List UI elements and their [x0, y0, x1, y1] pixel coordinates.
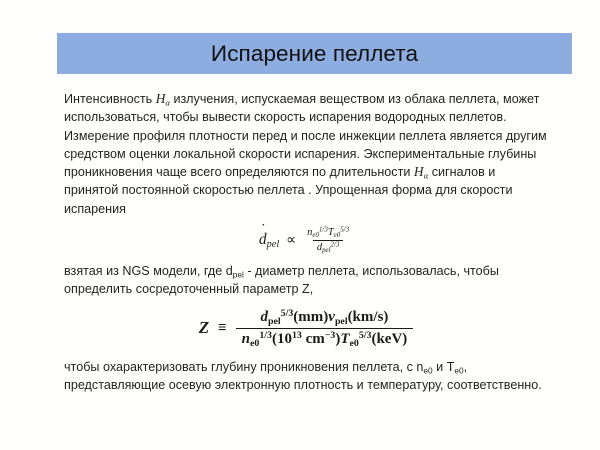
slide-body — [64, 90, 548, 394]
t-e0-exponent: 5/3 — [340, 226, 350, 234]
t-e0-symbol: T — [327, 227, 334, 239]
n-e0-exponent: 1/3 — [318, 226, 328, 234]
proportional-operator: ∝ — [286, 232, 297, 248]
paragraph-ngs-part2: - диаметр пеллета, использовалась, чтобы определить сосредоточенный параметр Z, — [64, 263, 499, 296]
n-e0-symbol-2: n — [241, 330, 251, 347]
equation-z-parameter — [64, 309, 548, 348]
t-e0-exponent-2: 5/3 — [358, 330, 372, 342]
n-e0-inline-subscript: e0 — [423, 365, 433, 376]
d-pel-exponent-2: 5/3 — [280, 308, 294, 320]
n-e0-subscript: e0 — [312, 232, 319, 240]
v-pel-subscript: pel — [334, 315, 348, 327]
alpha-subscript-2: α — [423, 170, 429, 181]
equation-1-denominator — [313, 240, 344, 254]
page-title: Испарение пеллета — [210, 40, 419, 66]
kms-unit: (km/s) — [347, 309, 389, 326]
d-pel-subscript: pel — [322, 246, 331, 254]
n-e0-exponent-2: 1/3 — [259, 330, 272, 342]
equation-2-fraction — [236, 309, 414, 348]
d-pel-symbol-2: d — [260, 309, 269, 326]
kev-unit: (keV) — [371, 330, 408, 347]
equation-1-lhs — [259, 231, 279, 249]
paragraph-conclusion-part1: чтобы охарактеризовать глубину проникновения пеллета, с n — [64, 359, 424, 374]
equation-1-numerator — [303, 227, 353, 240]
equation-2-inner — [199, 309, 414, 348]
paragraph-ngs-part1: взятая из NGS модели, где d — [64, 263, 233, 278]
density-unit-open: (10 — [271, 330, 292, 347]
title-banner — [57, 33, 572, 74]
t-e0-subscript: e0 — [333, 232, 341, 240]
paragraph-conclusion-part3: , представляющие осевую электронную плотность и температуру, соответственно. — [64, 359, 542, 393]
paragraph-ngs-model — [64, 262, 548, 299]
paragraph-intro-part2: излучения, испускаемая веществом из облака пеллета, может использоваться, чтобы вывести скорость испарения водородных пеллетов. Измерение профиля плотности перед и после инжекции пеллета является другим средством оценки локальной скорости испарения. Экспериментальные глубины проникновения чаще всего определяются по длительности — [64, 92, 547, 180]
d-pel-exponent: 2/3 — [330, 241, 340, 249]
equation-evaporation-rate — [64, 227, 548, 254]
z-symbol: Z — [198, 318, 210, 338]
v-pel-symbol: v — [328, 309, 335, 326]
d-dot-subscript: pel — [266, 239, 280, 251]
equation-1-inner — [259, 227, 353, 254]
t-e0-symbol-2: T — [340, 330, 350, 347]
n-e0-subscript-2: e0 — [250, 337, 260, 349]
d-pel-inline-subscript: pel — [232, 268, 244, 279]
density-unit-exp-neg3: −3 — [324, 330, 336, 342]
d-pel-symbol: d — [316, 241, 323, 253]
equation-1-fraction — [303, 227, 353, 254]
inline-math-h-alpha-2 — [414, 164, 428, 179]
alpha-subscript: α — [165, 97, 171, 108]
t-e0-subscript-2: e0 — [349, 337, 359, 349]
h-symbol: H — [155, 91, 166, 106]
d-pel-subscript-2: pel — [268, 315, 281, 327]
density-unit-close: ) — [335, 330, 341, 347]
density-unit-exp13: 13 — [291, 330, 302, 342]
paragraph-conclusion — [64, 358, 548, 395]
equation-2-numerator — [255, 309, 395, 328]
identity-operator: ≡ — [218, 319, 227, 336]
paragraph-conclusion-part2: и T — [432, 359, 455, 374]
inline-math-h-alpha-1 — [156, 91, 170, 106]
t-e0-inline-subscript: e0 — [454, 365, 464, 376]
equation-2-denominator — [236, 328, 414, 348]
d-dot-symbol: ˙ d — [259, 231, 267, 249]
paragraph-intro-part1: Интенсивность — [64, 92, 156, 106]
n-e0-symbol: n — [307, 227, 313, 239]
h-symbol-2: H — [413, 164, 424, 180]
paragraph-intro-part3: сигналов и принятой постоянной скоростью пеллета . Упрощенная форма для скорости испарения — [64, 165, 513, 216]
density-unit-cm: cm — [301, 330, 325, 347]
mm-unit: (mm) — [293, 309, 329, 326]
paragraph-intro — [64, 90, 548, 218]
